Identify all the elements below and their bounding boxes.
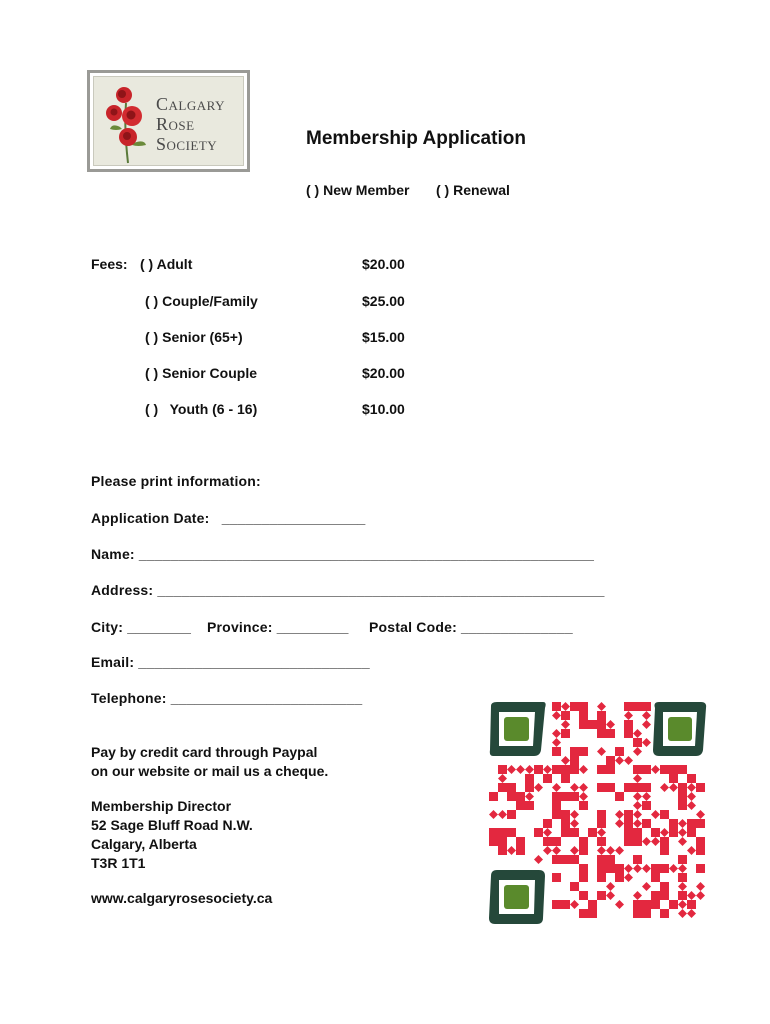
province-field[interactable]: Province: _________ (207, 619, 349, 635)
qr-module (579, 891, 588, 900)
qr-module (561, 810, 570, 819)
qr-module (696, 783, 705, 792)
qr-module (597, 720, 606, 729)
qr-module (615, 756, 624, 765)
qr-module (651, 810, 660, 819)
qr-module (678, 873, 687, 882)
qr-module (696, 846, 705, 855)
qr-module (489, 828, 498, 837)
qr-module (624, 873, 633, 882)
fee-amount-youth: $10.00 (362, 401, 405, 417)
qr-module (678, 783, 687, 792)
city-field[interactable]: City: ________ (91, 619, 192, 635)
qr-module (507, 792, 516, 801)
qr-module (579, 711, 588, 720)
qr-module (633, 738, 642, 747)
qr-module (597, 873, 606, 882)
fee-option-youth[interactable]: ( ) Youth (6 - 16) (145, 401, 258, 417)
qr-module (624, 783, 633, 792)
society-logo (87, 70, 250, 172)
qr-module (606, 783, 615, 792)
qr-module (660, 765, 669, 774)
qr-module (543, 774, 552, 783)
qr-module (561, 729, 570, 738)
qr-module (570, 765, 579, 774)
qr-module (552, 792, 561, 801)
qr-module (534, 855, 543, 864)
qr-module (633, 729, 642, 738)
qr-module (624, 864, 633, 873)
qr-module (561, 774, 570, 783)
qr-module (660, 882, 669, 891)
qr-module (579, 720, 588, 729)
qr-module (606, 855, 615, 864)
qr-module (687, 801, 696, 810)
qr-module (561, 855, 570, 864)
website-link[interactable]: www.calgaryrosesociety.ca (91, 890, 273, 906)
qr-module (588, 828, 597, 837)
qr-module (561, 765, 570, 774)
qr-module (669, 765, 678, 774)
qr-module (606, 882, 615, 891)
qr-module (687, 909, 696, 918)
qr-module (642, 909, 651, 918)
qr-module (606, 756, 615, 765)
qr-module (552, 738, 561, 747)
qr-module (615, 819, 624, 828)
qr-module (597, 747, 606, 756)
qr-module (642, 792, 651, 801)
qr-module (624, 702, 633, 711)
qr-module (561, 756, 570, 765)
qr-module (498, 837, 507, 846)
qr-module (552, 846, 561, 855)
qr-module (624, 819, 633, 828)
qr-module (651, 765, 660, 774)
print-info-heading: Please print information: (91, 473, 261, 489)
qr-module (669, 783, 678, 792)
qr-module (615, 864, 624, 873)
qr-module (579, 864, 588, 873)
qr-module (516, 801, 525, 810)
qr-module (633, 909, 642, 918)
qr-module (624, 720, 633, 729)
qr-module (642, 783, 651, 792)
qr-module (660, 810, 669, 819)
qr-module (615, 873, 624, 882)
qr-module (579, 909, 588, 918)
qr-module (498, 810, 507, 819)
qr-module (579, 702, 588, 711)
fee-option-senior-couple[interactable]: ( ) Senior Couple (145, 365, 257, 381)
qr-module (588, 900, 597, 909)
application-date-field[interactable]: Application Date: __________________ (91, 510, 366, 526)
qr-module (507, 846, 516, 855)
qr-module (543, 846, 552, 855)
qr-module (516, 837, 525, 846)
qr-module (633, 828, 642, 837)
qr-module (687, 891, 696, 900)
qr-module (696, 810, 705, 819)
qr-module (642, 801, 651, 810)
rose-icon (102, 83, 154, 165)
qr-module (570, 882, 579, 891)
qr-module (525, 783, 534, 792)
qr-module (606, 765, 615, 774)
qr-module (633, 774, 642, 783)
qr-module (489, 837, 498, 846)
qr-module (669, 819, 678, 828)
qr-module (552, 702, 561, 711)
address-line-3: Calgary, Alberta (91, 836, 197, 852)
qr-module (687, 828, 696, 837)
email-field[interactable]: Email: _____________________________ (91, 654, 370, 670)
qr-module (543, 819, 552, 828)
qr-module (570, 900, 579, 909)
qr-module (633, 765, 642, 774)
qr-module (660, 846, 669, 855)
address-field[interactable]: Address: ________________________________________________________ (91, 582, 605, 598)
qr-module (588, 720, 597, 729)
qr-module (498, 828, 507, 837)
payment-line-2: on our website or mail us a cheque. (91, 763, 329, 779)
qr-module (624, 756, 633, 765)
qr-module (597, 711, 606, 720)
qr-module (687, 900, 696, 909)
qr-module (561, 702, 570, 711)
qr-module (660, 864, 669, 873)
fee-amount-senior-couple: $20.00 (362, 365, 405, 381)
qr-module (570, 792, 579, 801)
qr-module (633, 801, 642, 810)
qr-module (525, 765, 534, 774)
qr-module (516, 792, 525, 801)
qr-module (489, 792, 498, 801)
qr-module (615, 846, 624, 855)
qr-module (642, 864, 651, 873)
qr-module (579, 801, 588, 810)
qr-module (696, 891, 705, 900)
qr-module (552, 747, 561, 756)
address-line-4: T3R 1T1 (91, 855, 146, 871)
fee-option-couple-family[interactable]: ( ) Couple/Family (145, 293, 258, 309)
qr-module (570, 819, 579, 828)
qr-module (651, 873, 660, 882)
qr-module (696, 882, 705, 891)
qr-module (597, 729, 606, 738)
qr-module (507, 783, 516, 792)
qr-module (642, 738, 651, 747)
qr-module (624, 729, 633, 738)
payment-line-1: Pay by credit card through Paypal (91, 744, 318, 760)
qr-module (678, 855, 687, 864)
qr-module (660, 891, 669, 900)
qr-module (651, 828, 660, 837)
address-line-2: 52 Sage Bluff Road N.W. (91, 817, 253, 833)
qr-module (570, 846, 579, 855)
telephone-field[interactable]: Telephone: ________________________ (91, 690, 363, 706)
qr-module (579, 792, 588, 801)
qr-module (687, 783, 696, 792)
qr-module (651, 837, 660, 846)
qr-module (669, 900, 678, 909)
qr-module (633, 702, 642, 711)
qr-module (570, 747, 579, 756)
qr-module (552, 765, 561, 774)
qr-module (633, 747, 642, 756)
qr-module (642, 720, 651, 729)
qr-finder-top-left (490, 702, 546, 756)
qr-module (579, 747, 588, 756)
qr-module (624, 828, 633, 837)
qr-module (498, 846, 507, 855)
qr-module (561, 711, 570, 720)
qr-module (633, 783, 642, 792)
qr-module (543, 765, 552, 774)
qr-module (552, 855, 561, 864)
qr-module (552, 837, 561, 846)
qr-module (669, 774, 678, 783)
address-line-1: Membership Director (91, 798, 232, 814)
qr-module (534, 828, 543, 837)
qr-module (678, 801, 687, 810)
name-field[interactable]: Name: _________________________________________________________ (91, 546, 595, 562)
qr-module (570, 702, 579, 711)
qr-module (615, 747, 624, 756)
page-title: Membership Application (306, 128, 526, 149)
qr-module (579, 837, 588, 846)
qr-module (696, 864, 705, 873)
fee-amount-adult: $20.00 (362, 256, 405, 272)
qr-module (687, 819, 696, 828)
qr-module (651, 864, 660, 873)
qr-module (597, 828, 606, 837)
qr-module (624, 711, 633, 720)
qr-module (687, 846, 696, 855)
logo-text-line1: Calgary (156, 94, 225, 114)
qr-module (516, 765, 525, 774)
qr-module (507, 765, 516, 774)
qr-module (597, 846, 606, 855)
fee-option-senior[interactable]: ( ) Senior (65+) (145, 329, 243, 345)
qr-module (570, 756, 579, 765)
qr-module (534, 765, 543, 774)
qr-module (651, 900, 660, 909)
qr-module (597, 837, 606, 846)
qr-module (552, 801, 561, 810)
qr-module (642, 882, 651, 891)
qr-module (588, 909, 597, 918)
qr-module (597, 765, 606, 774)
qr-module (678, 792, 687, 801)
qr-module (561, 819, 570, 828)
qr-module (597, 702, 606, 711)
qr-module (489, 810, 498, 819)
qr-module (561, 720, 570, 729)
qr-module (570, 783, 579, 792)
qr-module (633, 837, 642, 846)
qr-module (552, 729, 561, 738)
qr-module (534, 783, 543, 792)
qr-module (570, 855, 579, 864)
qr-module (597, 855, 606, 864)
qr-module (552, 873, 561, 882)
qr-module (687, 792, 696, 801)
qr-module (561, 900, 570, 909)
qr-module (615, 900, 624, 909)
qr-module (525, 792, 534, 801)
qr-module (642, 765, 651, 774)
qr-module (579, 783, 588, 792)
qr-module (606, 720, 615, 729)
qr-module (525, 774, 534, 783)
qr-module (660, 837, 669, 846)
qr-module (660, 909, 669, 918)
qr-module (552, 711, 561, 720)
qr-module (642, 711, 651, 720)
qr-module (633, 864, 642, 873)
qr-module (615, 792, 624, 801)
qr-module (606, 729, 615, 738)
qr-module (561, 792, 570, 801)
qr-module (597, 891, 606, 900)
qr-module (516, 846, 525, 855)
qr-module (660, 828, 669, 837)
qr-module (696, 819, 705, 828)
qr-module (678, 900, 687, 909)
logo-text-line3: Society (156, 134, 218, 154)
qr-module (633, 810, 642, 819)
qr-module (678, 819, 687, 828)
qr-module (606, 846, 615, 855)
qr-finder-bottom-left (489, 870, 545, 924)
qr-module (678, 882, 687, 891)
qr-module (696, 837, 705, 846)
qr-module (597, 783, 606, 792)
qr-module (498, 783, 507, 792)
qr-module (624, 837, 633, 846)
qr-module (615, 810, 624, 819)
qr-module (570, 810, 579, 819)
qr-module (525, 801, 534, 810)
qr-module (498, 774, 507, 783)
qr-module (579, 873, 588, 882)
qr-module (633, 792, 642, 801)
qr-module (606, 864, 615, 873)
option-new-member[interactable]: ( ) New Member (306, 182, 410, 198)
option-renewal[interactable]: ( ) Renewal (436, 182, 510, 198)
qr-module (678, 891, 687, 900)
fees-heading: Fees: (91, 256, 128, 272)
fee-option-adult[interactable]: ( ) Adult (140, 256, 193, 272)
qr-module (624, 810, 633, 819)
qr-module (633, 891, 642, 900)
qr-finder-top-right (653, 702, 706, 756)
postal-code-field[interactable]: Postal Code: ______________ (369, 619, 573, 635)
qr-module (642, 900, 651, 909)
qr-module (642, 837, 651, 846)
qr-module (678, 837, 687, 846)
qr-module (678, 765, 687, 774)
qr-module (552, 810, 561, 819)
fee-amount-senior: $15.00 (362, 329, 405, 345)
qr-module (561, 828, 570, 837)
qr-module (543, 837, 552, 846)
qr-module (507, 810, 516, 819)
fee-amount-couple-family: $25.00 (362, 293, 405, 309)
qr-module (507, 828, 516, 837)
qr-module (633, 819, 642, 828)
qr-module (597, 810, 606, 819)
qr-module (678, 828, 687, 837)
qr-module (633, 855, 642, 864)
qr-module (498, 765, 507, 774)
qr-code[interactable] (487, 700, 709, 926)
qr-module (678, 864, 687, 873)
qr-module (552, 783, 561, 792)
qr-module (669, 864, 678, 873)
qr-module (633, 900, 642, 909)
qr-module (597, 864, 606, 873)
qr-module (651, 891, 660, 900)
qr-module (642, 702, 651, 711)
logo-text-line2: Rose (156, 114, 195, 134)
qr-module (642, 819, 651, 828)
qr-module (552, 900, 561, 909)
qr-module (543, 828, 552, 837)
qr-module (597, 819, 606, 828)
qr-module (570, 828, 579, 837)
qr-module (669, 828, 678, 837)
qr-module (579, 846, 588, 855)
qr-module (579, 765, 588, 774)
qr-module (678, 909, 687, 918)
qr-module (660, 783, 669, 792)
qr-module (606, 891, 615, 900)
qr-module (687, 774, 696, 783)
